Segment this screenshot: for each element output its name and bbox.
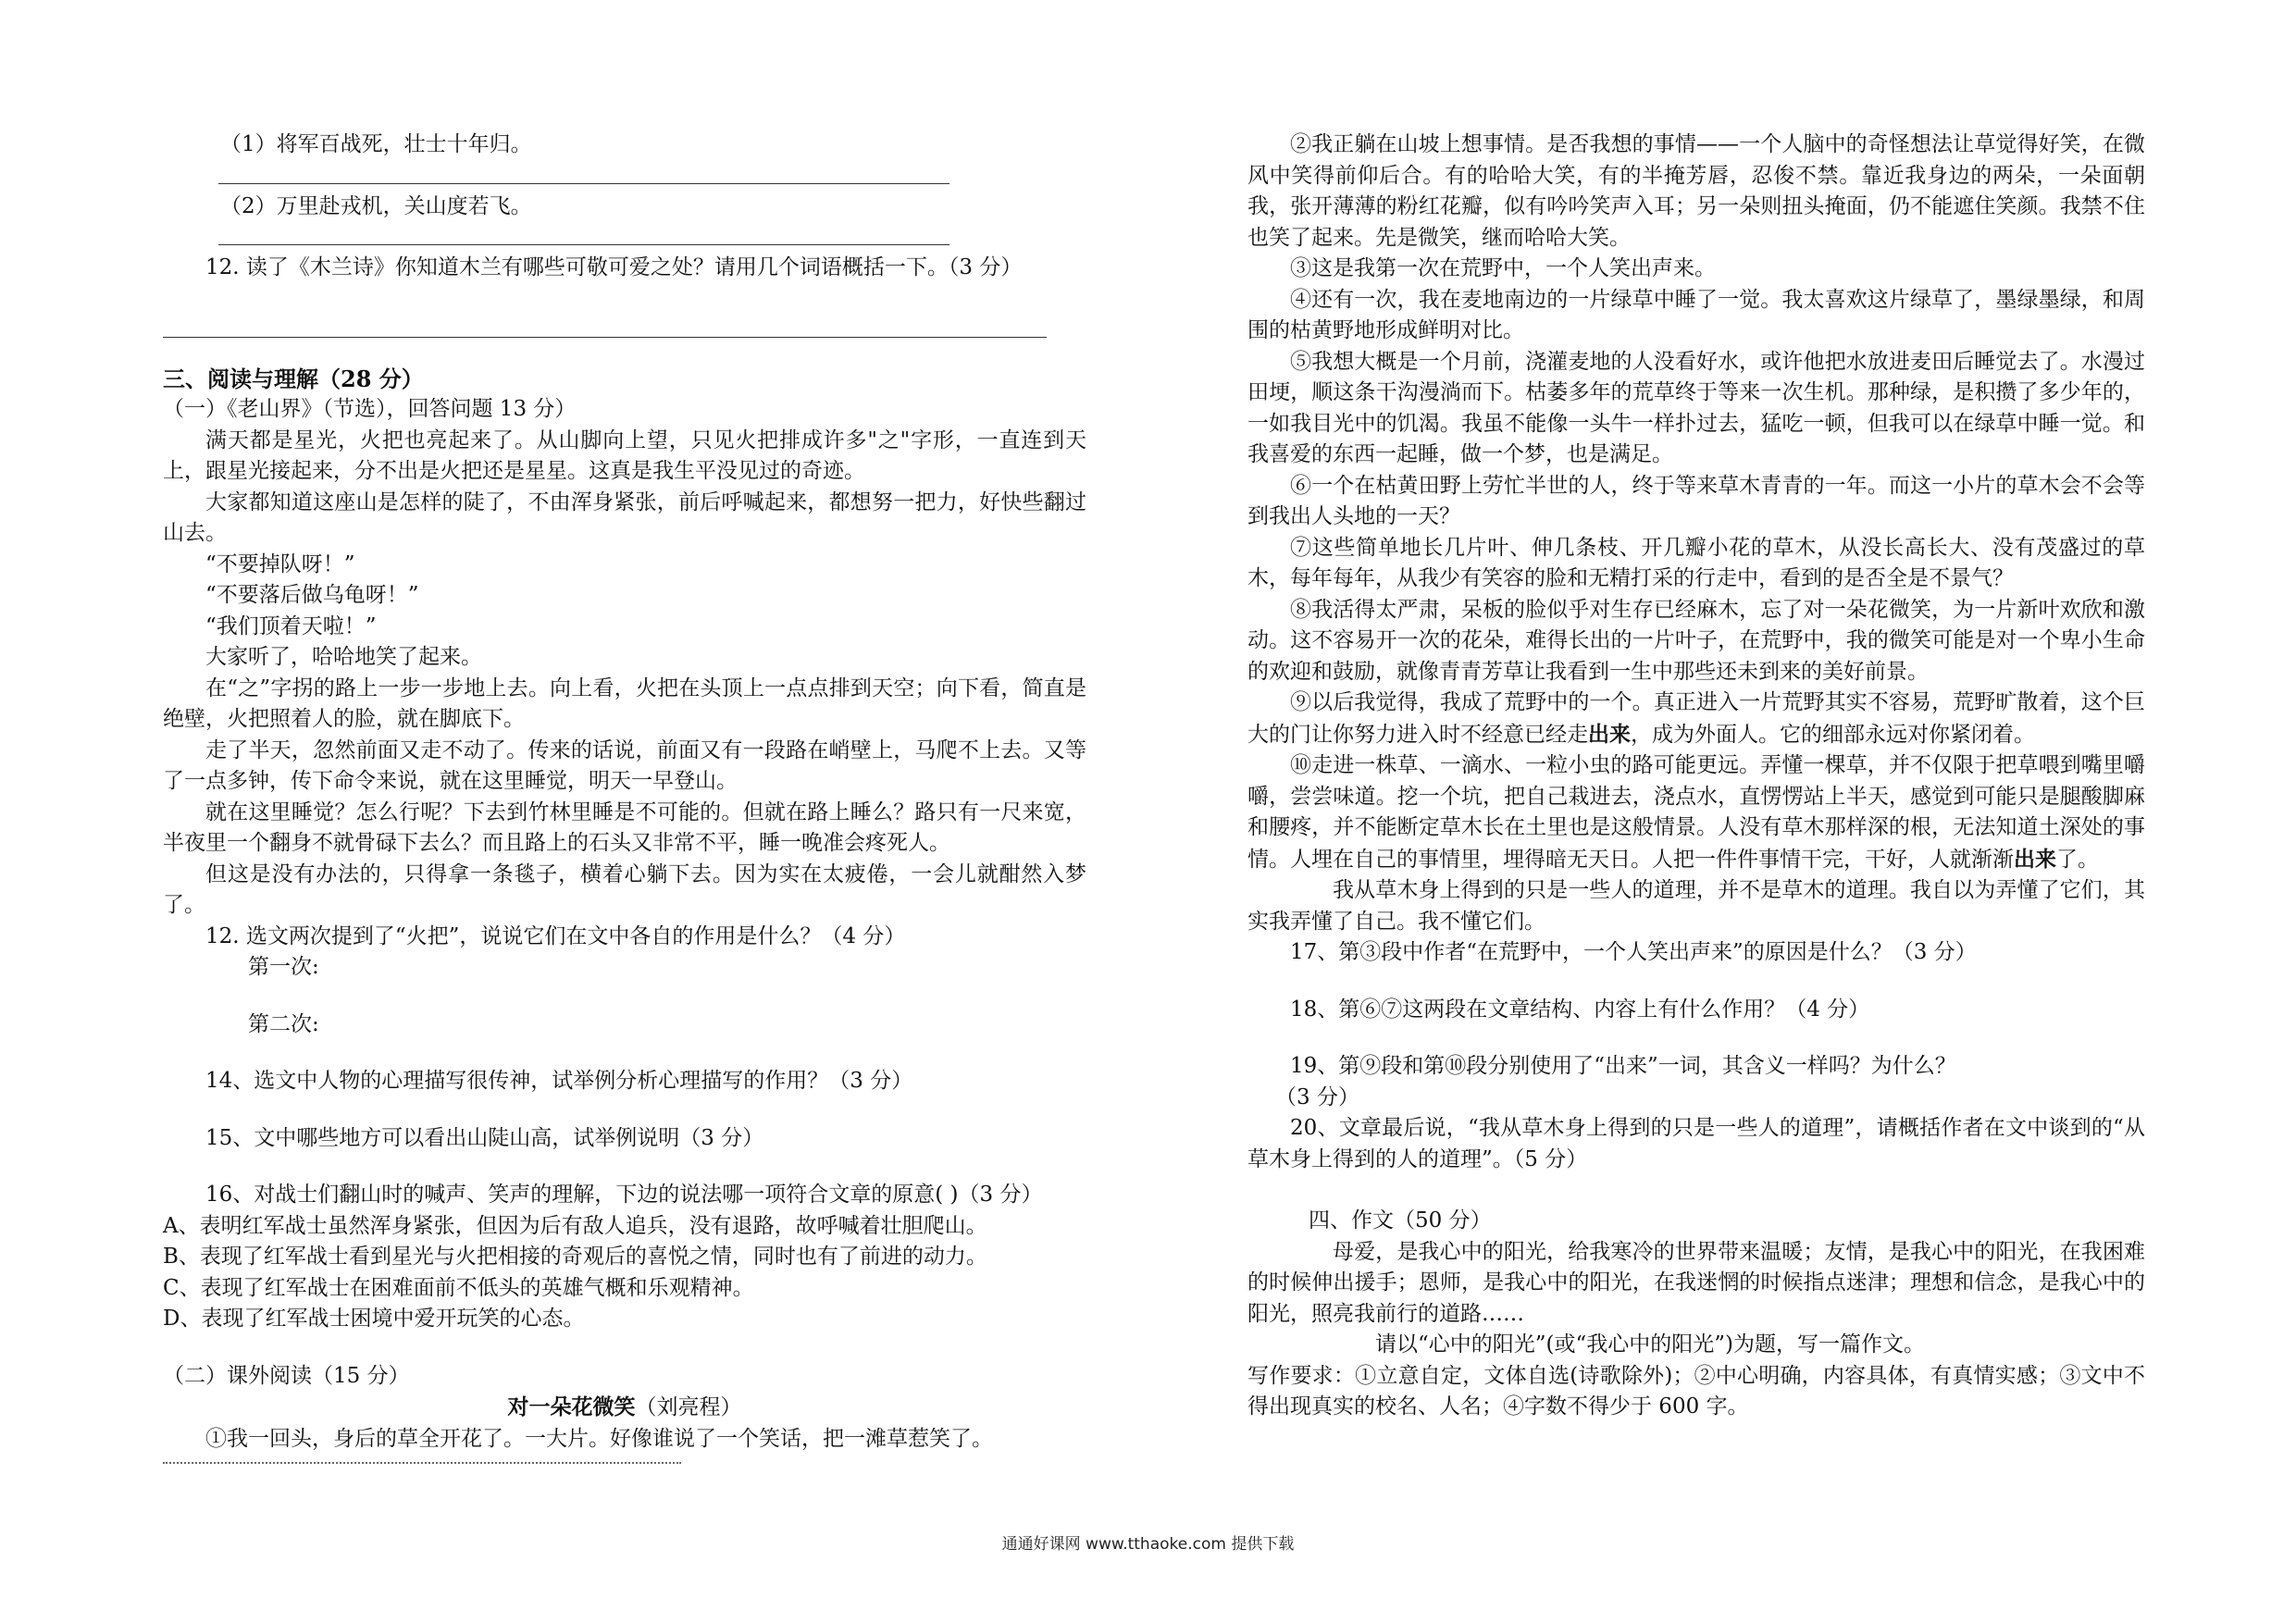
passage-paragraph: 大家听了，哈哈地笑了起来。 bbox=[205, 645, 482, 669]
story-paragraph-10 bbox=[1247, 750, 2145, 875]
story-paragraph-1: ①我一回头，身后的草全开花了。一大片。好像谁说了一个笑话，把一滩草惹笑了。 bbox=[205, 1426, 993, 1451]
part-1-heading: （一）《老山界》（节选），回答问题 13 分） bbox=[163, 397, 577, 421]
story-paragraph-7: ⑦这些简单地长几片叶、伸几条枝、开几瓣小花的草木，从没长高长大、没有茂盛过的草木，每年每年，从我少有笑容的脸和无精打采的行走中，看到的是否全是不景气？ bbox=[1247, 535, 2145, 590]
writing-instruction: 请以“心中的阳光”(或“我心中的阳光”)为题，写一篇作文。 bbox=[1375, 1332, 1925, 1357]
story-paragraph-11: 我从草木身上得到的只是一些人的道理，并不是草木的道理。我自以为弄懂了它们，其实我弄懂了自己。我不懂它们。 bbox=[1247, 878, 2145, 934]
part-2-heading: （二）课外阅读（15 分） bbox=[163, 1363, 410, 1388]
question-12b: 12. 选文两次提到了“火把”，说说它们在文中各自的作用是什么？（4 分） bbox=[205, 923, 906, 948]
story-title-line bbox=[163, 1392, 1086, 1424]
story-paragraph-6: ⑥一个在枯黄田野上劳忙半世的人，终于等来草木青青的一年。而这一小片的草木会不会等到我出人头地的一天？ bbox=[1247, 473, 2145, 528]
passage-shout: “不要落后做乌龟呀！” bbox=[205, 583, 419, 607]
text-segment: ⑩走进一株草、一滴水、一粒小虫的路可能更远。弄懂一棵草，并不仅限于把草喂到嘴里嚼嚼，尝尝味道。挖一个坑，把自己栽进去，浇点水，直愣愣站上半天，感觉到可能只是腿酸脚麻和腰疼，并不能断定草木长在土里也是这般情景。人没有草木那样深的根，无法知道土深处的事情。人埋在自己的事情里，埋得暗无天日。人把一件件事情干完，干好，人就渐渐 bbox=[1247, 753, 2145, 872]
story-paragraph-3: ③这是我第一次在荒野中，一个人笑出声来。 bbox=[1290, 256, 1716, 280]
story-paragraph-9 bbox=[1247, 688, 2145, 750]
story-author: （刘亮程） bbox=[635, 1395, 742, 1419]
story-paragraph-5: ⑤我想大概是一个月前，浇灌麦地的人没看好水，或许他把水放进麦田后睡觉去了。水漫过田埂，顺这条干沟漫淌而下。枯萎多年的荒草终于等来一次生机。那种绿，是积攒了多少年的，一如我目光中的饥渴。我虽不能像一头牛一样扑过去，猛吃一顿，但我可以在绿草中睡一觉。和我喜爱的东西一起睡，做一个梦，也是满足。 bbox=[1247, 349, 2145, 466]
passage-paragraph: 大家都知道这座山是怎样的陡了，不由浑身紧张，前后呼喊起来，都想努一把力，好快些翻过山去。 bbox=[163, 489, 1086, 545]
q11-item-2: （2）万里赴戎机，关山度若飞。 bbox=[220, 193, 532, 218]
story-paragraph-2: ②我正躺在山坡上想事情。是否我想的事情——一个人脑中的奇怪想法让草觉得好笑，在微风中笑得前仰后合。有的哈哈大笑，有的半掩芳唇，忍俊不禁。靠近我身边的两朵，一朵面朝我，张开薄薄的粉红花瓣，似有吟吟笑声入耳；另一朵则扭头掩面，仍不能遮住笑颜。我禁不住也笑了起来。先是微笑，继而哈哈大笑。 bbox=[1247, 132, 2145, 250]
passage-paragraph: 走了半天，忽然前面又走不动了。传来的话说，前面又有一段路在峭壁上，马爬不上去。又等了一点多钟，传下命令来说，就在这里睡觉，明天一早登山。 bbox=[163, 737, 1086, 793]
text-segment: ⑨以后我觉得，我成了荒野中的一个。真正进入一片荒野其实不容易，荒野旷散着，这个巨大的门让你努力进入时不经意已经走 bbox=[1247, 690, 2145, 747]
option-b: B、表现了红军战士看到星光与火把相接的奇观后的喜悦之情，同时也有了前进的动力。 bbox=[163, 1245, 987, 1269]
answer-line bbox=[218, 161, 949, 184]
section-3-heading: 三、阅读与理解（28 分） bbox=[163, 365, 424, 392]
option-d: D、表现了红军战士困境中爱开玩笑的心态。 bbox=[163, 1307, 585, 1331]
story-paragraph-8: ⑧我活得太严肃，呆板的脸似乎对生存已经麻木，忘了对一朵花微笑，为一片新叶欢欣和激动。这不容易开一次的花朵，难得长出的一片叶子，在荒野中，我的微笑可能是对一个卑小生命的欢迎和鼓励，就像青青芳草让我看到一生中那些还未到来的美好前景。 bbox=[1247, 597, 2145, 684]
answer-line bbox=[163, 315, 1047, 338]
passage-paragraph: 就在这里睡觉？怎么行呢？下去到竹林里睡是不可能的。但就在路上睡么？路只有一尺来宽，半夜里一个翻身不就骨碌下去么？而且路上的石头又非常不平，睡一晚准会疼死人。 bbox=[163, 799, 1086, 855]
passage-paragraph: 在“之”字拐的路上一步一步地上去。向上看，火把在头顶上一点点排到天空；向下看，简直是绝壁，火把照着人的脸，就在脚底下。 bbox=[163, 675, 1086, 731]
question-16: 16、对战士们翻山时的喊声、笑声的理解，下边的说法哪一项符合文章的原意( )（3 分） bbox=[205, 1183, 1043, 1207]
question-18: 18、第⑥⑦这两段在文章结构、内容上有什么作用？（4 分） bbox=[1290, 997, 1870, 1022]
dotted-divider bbox=[163, 1462, 681, 1464]
story-paragraph-4: ④还有一次，我在麦地南边的一片绿草中睡了一觉。我太喜欢这片绿草了，墨绿墨绿，和周围的枯黄野地形成鲜明对比。 bbox=[1247, 287, 2145, 342]
passage-shout: “我们顶着天啦！” bbox=[205, 613, 377, 638]
emphasis-chulai: 出来 bbox=[2014, 846, 2056, 872]
story-title: 对一朵花微笑 bbox=[507, 1394, 636, 1419]
question-19: 19、第⑨段和第⑩段分别使用了“出来”一词，其含义一样吗？为什么？ bbox=[1290, 1054, 1956, 1078]
page-footer: 通通好课网 www.tthaoke.com 提供下载 bbox=[1001, 1535, 1295, 1554]
passage-shout: “不要掉队呀！” bbox=[205, 551, 355, 576]
answer-line bbox=[218, 222, 949, 245]
section-4-heading: 四、作文（50 分） bbox=[1309, 1208, 1492, 1233]
writing-requirements: 写作要求：①立意自定，文体自选(诗歌除外)；②中心明确，内容具体，有真情实感；③文中不得出现真实的校名、人名；④字数不得少于 600 字。 bbox=[1247, 1363, 2145, 1419]
question-17: 17、第③段中作者“在荒野中，一个人笑出声来”的原因是什么？（3 分） bbox=[1290, 940, 1977, 964]
answer-first-label: 第一次: bbox=[248, 955, 319, 979]
passage-paragraph: 满天都是星光，火把也亮起来了。从山脚向上望，只见火把排成许多"之"字形，一直连到天上，跟星光接起来，分不出是火把还是星星。这真是我生平没见过的奇迹。 bbox=[163, 427, 1086, 483]
q11-item-1: （1）将军百战死，壮士十年归。 bbox=[220, 132, 532, 156]
text-segment: ，成为外面人。它的细部永远对你紧闭着。 bbox=[1631, 722, 2035, 747]
option-a: A、表明红军战士虽然浑身紧张，但因为后有敌人追兵，没有退路，故呼喊着壮胆爬山。 bbox=[163, 1213, 987, 1238]
left-column bbox=[163, 130, 1086, 1455]
question-14: 14、选文中人物的心理描写很传神，试举例分析心理描写的作用？（3 分） bbox=[205, 1069, 913, 1093]
question-15: 15、文中哪些地方可以看出山陡山高，试举例说明（3 分） bbox=[205, 1125, 764, 1150]
question-19-score: （3 分） bbox=[1275, 1084, 1359, 1109]
right-column bbox=[1247, 130, 2145, 1423]
writing-prompt: 母爱，是我心中的阳光，给我寒冷的世界带来温暖；友情，是我心中的阳光，在我困难的时候伸出援手；恩师，是我心中的阳光，在我迷惘的时候指点迷津；理想和信念，是我心中的阳光，照亮我前行的道路…… bbox=[1247, 1239, 2145, 1326]
text-segment: 了。 bbox=[2056, 847, 2099, 872]
answer-second-label: 第二次: bbox=[248, 1011, 319, 1036]
option-c: C、表现了红军战士在困难面前不低头的英雄气概和乐观精神。 bbox=[163, 1275, 754, 1300]
question-12a: 12. 读了《木兰诗》你知道木兰有哪些可敬可爱之处？请用几个词语概括一下。（3 分） bbox=[205, 255, 1023, 279]
question-20: 20、文章最后说，“我从草木身上得到的只是一些人的道理”，请概括作者在文中谈到的“从草木身上得到的人的道理”。（5 分） bbox=[1247, 1116, 2145, 1171]
passage-paragraph: 但这是没有办法的，只得拿一条毯子，横着心躺下去。因为实在太疲倦，一会儿就酣然入梦了。 bbox=[163, 861, 1086, 917]
emphasis-chulai: 出来 bbox=[1588, 721, 1631, 747]
